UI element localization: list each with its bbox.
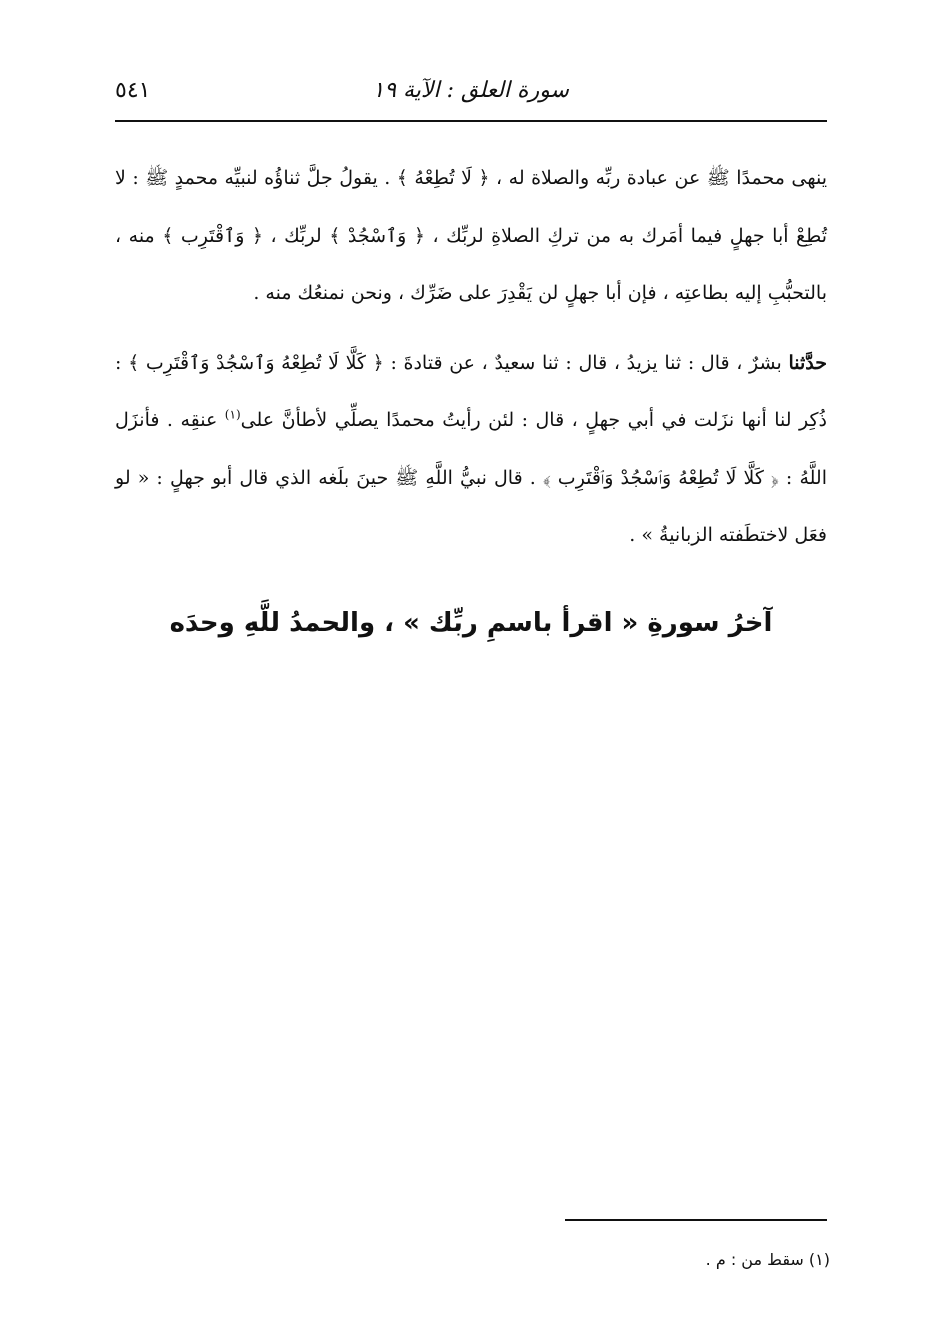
hadith-lead: حدَّثنا — [788, 351, 827, 374]
paragraph-1: ينهى محمدًا ﷺ عن عبادة ربِّه والصلاة له ، ﴿ لَا تُطِعْهُ ﴾ . يقولُ جلَّ ثناؤُه لنبيِّه محمدٍ ﷺ : لا تُطِعْ أبا جهلٍ فيما أمَرك به من تركِ الصلاةِ لربِّك ، ﴿ وَٱسْجُدْ ﴾ لربِّك ، ﴿ وَٱقْتَرِب ﴾ منه ، بالتحبُّبِ إليه بطاعتِه ، فإن أبا جهلٍ لن يَقْدِرَ على ضَرِّك ، ونحن نمنعُك منه . — [115, 167, 827, 304]
header-divider — [115, 120, 827, 122]
paragraph-2-text-after-ref: عنقِه . فأنزَل اللَّهُ : ﴿ كَلَّا لَا تُطِعْهُ وَٱسْجُدْ وَٱقْتَرِب ﴾ . قال نبيُّ اللَّهِ ﷺ حينَ بلَغه الذي قال أبو جهلٍ : « لو فعَل لاختطَفته الزبانيةُ » . — [115, 409, 827, 546]
footnote: (١) سقط من : م . — [705, 1250, 830, 1269]
paragraph-2-text-before-ref: بشرٌ ، قال : ثنا يزيدُ ، قال : ثنا سعيدٌ ، عن قتادةَ : ﴿ كَلَّا لَا تُطِعْهُ وَٱسْجُدْ وَٱقْتَرِب ﴾ : ذُكِر لنا أنها نزَلت في أبي جهلٍ ، قال : لئن رأيتُ محمدًا يصلِّي لأطأنَّ على — [115, 351, 827, 431]
footnote-divider — [565, 1219, 827, 1221]
surah-end-heading: آخرُ سورةِ « اقرأ باسمِ ربِّك » ، والحمدُ للَّهِ وحدَه — [169, 608, 773, 638]
page-number: ٥٤١ — [115, 78, 151, 103]
page-header — [115, 74, 827, 114]
running-title: سورة العلق : الآية ١٩ — [372, 78, 569, 103]
footnote-reference: (١) — [224, 407, 241, 422]
paragraph-2 — [115, 335, 827, 565]
main-text — [115, 150, 827, 565]
